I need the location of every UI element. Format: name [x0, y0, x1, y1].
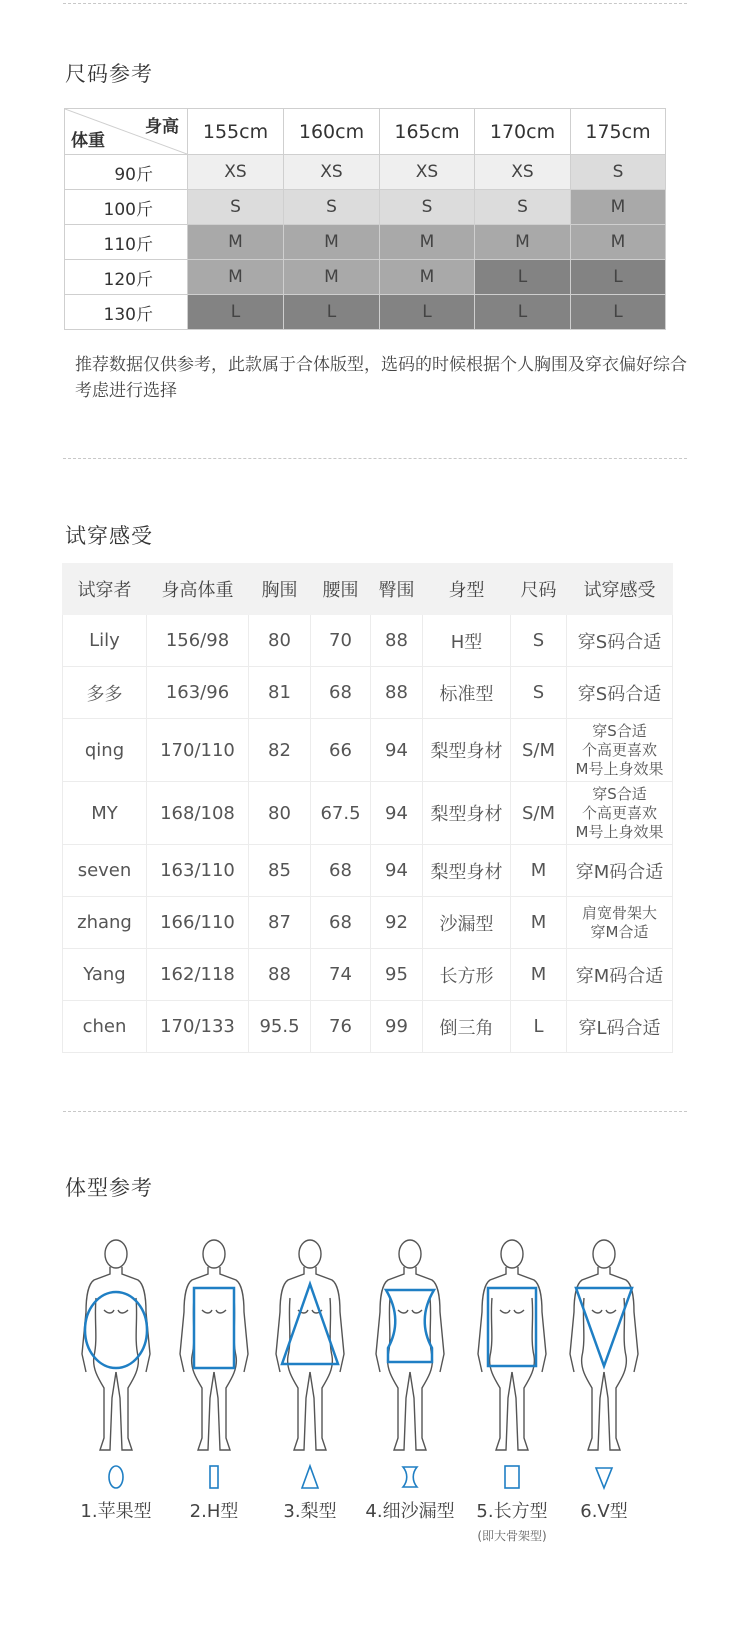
table-row [63, 667, 673, 719]
tall-rectangle-icon [194, 1462, 234, 1492]
table-cell: zhang [63, 897, 147, 949]
table-cell: 80 [249, 782, 311, 845]
table-cell: 94 [371, 719, 423, 782]
table-cell: L [511, 1001, 567, 1053]
height-axis-label: 身高 [145, 117, 179, 137]
table-cell: MY [63, 782, 147, 845]
weight-axis-label: 体重 [71, 131, 105, 151]
table-cell: 94 [371, 845, 423, 897]
body-figure [258, 1238, 362, 1458]
size-cell: XS [380, 155, 475, 190]
table-cell: 156/98 [147, 615, 249, 667]
table-cell: 穿S合适 个高更喜欢 M号上身效果 [567, 782, 673, 845]
table-cell: 170/133 [147, 1001, 249, 1053]
table-cell: 163/110 [147, 845, 249, 897]
weight-label: 90斤 [65, 155, 188, 190]
try-on-title: 试穿感受 [65, 524, 153, 548]
weight-label: 120斤 [65, 260, 188, 295]
divider [63, 458, 687, 459]
table-row [65, 190, 666, 225]
body-type-label: 1.苹果型 [80, 1501, 152, 1522]
table-cell: H型 [423, 615, 511, 667]
hourglass-icon [390, 1462, 430, 1492]
table-cell: 穿S码合适 [567, 615, 673, 667]
height-header: 160cm [284, 109, 380, 155]
table-cell: 多多 [63, 667, 147, 719]
table-row [63, 845, 673, 897]
table-cell: 梨型身材 [423, 845, 511, 897]
table-cell: M [511, 949, 567, 1001]
table-cell: 穿S码合适 [567, 667, 673, 719]
table-cell: M [511, 897, 567, 949]
body-figure [64, 1238, 168, 1458]
divider [63, 3, 687, 4]
size-cell: M [284, 260, 380, 295]
size-cell: L [571, 260, 666, 295]
table-cell: 88 [371, 615, 423, 667]
table-cell: Yang [63, 949, 147, 1001]
table-cell: 88 [371, 667, 423, 719]
body-type-label: 5.长方型 [476, 1501, 548, 1522]
table-cell: 穿M码合适 [567, 949, 673, 1001]
column-header: 试穿感受 [567, 564, 673, 615]
table-cell: 68 [311, 897, 371, 949]
table-cell: 85 [249, 845, 311, 897]
table-row [63, 897, 673, 949]
table-row [63, 719, 673, 782]
table-row [65, 155, 666, 190]
table-cell: 81 [249, 667, 311, 719]
table-cell: 梨型身材 [423, 719, 511, 782]
divider [63, 1111, 687, 1112]
size-cell: M [475, 225, 571, 260]
size-cell: M [571, 225, 666, 260]
table-cell: chen [63, 1001, 147, 1053]
table-cell: S [511, 615, 567, 667]
table-cell: 肩宽骨架大 穿M合适 [567, 897, 673, 949]
table-row [63, 1001, 673, 1053]
size-chart-table [64, 108, 666, 330]
size-cell: XS [188, 155, 284, 190]
table-cell: 68 [311, 845, 371, 897]
weight-label: 110斤 [65, 225, 188, 260]
column-header: 腰围 [311, 564, 371, 615]
size-cell: M [188, 260, 284, 295]
column-header: 尺码 [511, 564, 567, 615]
table-cell: 穿M码合适 [567, 845, 673, 897]
height-header: 170cm [475, 109, 571, 155]
table-row [63, 949, 673, 1001]
size-cell: M [380, 225, 475, 260]
body-type-label: 2.H型 [189, 1501, 239, 1522]
ellipse-icon [96, 1462, 136, 1492]
table-cell: S/M [511, 719, 567, 782]
size-cell: S [475, 190, 571, 225]
size-cell: S [571, 155, 666, 190]
body-figure [460, 1238, 564, 1458]
column-header: 身型 [423, 564, 511, 615]
size-cell: M [188, 225, 284, 260]
height-header: 175cm [571, 109, 666, 155]
table-cell: 沙漏型 [423, 897, 511, 949]
table-cell: 68 [311, 667, 371, 719]
table-cell: 66 [311, 719, 371, 782]
size-cell: M [380, 260, 475, 295]
size-cell: XS [284, 155, 380, 190]
table-cell: 长方形 [423, 949, 511, 1001]
size-note: 推荐数据仅供参考，此款属于合体版型，选码的时候根据个人胸围及穿衣偏好综合考虑进行选择 [75, 355, 687, 401]
table-cell: 穿L码合适 [567, 1001, 673, 1053]
triangle-icon [290, 1462, 330, 1492]
body-type-label: 4.细沙漏型 [365, 1501, 455, 1522]
body-figure [162, 1238, 266, 1458]
weight-label: 100斤 [65, 190, 188, 225]
height-header: 155cm [188, 109, 284, 155]
column-header: 臀围 [371, 564, 423, 615]
inverted-triangle-icon [584, 1462, 624, 1492]
size-cell: L [475, 260, 571, 295]
table-cell: 162/118 [147, 949, 249, 1001]
table-cell: 88 [249, 949, 311, 1001]
table-cell: 87 [249, 897, 311, 949]
table-cell: 168/108 [147, 782, 249, 845]
table-cell: 99 [371, 1001, 423, 1053]
size-cell: M [571, 190, 666, 225]
table-cell: 76 [311, 1001, 371, 1053]
size-cell: L [188, 295, 284, 330]
size-cell: L [475, 295, 571, 330]
table-cell: 标准型 [423, 667, 511, 719]
table-cell: 94 [371, 782, 423, 845]
body-figure [358, 1238, 462, 1458]
body-type-label: 6.V型 [580, 1501, 628, 1522]
table-cell: 穿S合适 个高更喜欢 M号上身效果 [567, 719, 673, 782]
rectangle-icon [492, 1462, 532, 1492]
table-cell: 70 [311, 615, 371, 667]
table-cell: 92 [371, 897, 423, 949]
height-header: 165cm [380, 109, 475, 155]
size-cell: XS [475, 155, 571, 190]
table-cell: 82 [249, 719, 311, 782]
body-type-figures [62, 1238, 686, 1458]
size-cell: S [188, 190, 284, 225]
table-cell: M [511, 845, 567, 897]
table-cell: 67.5 [311, 782, 371, 845]
table-cell: 倒三角 [423, 1001, 511, 1053]
size-cell: M [284, 225, 380, 260]
table-cell: 170/110 [147, 719, 249, 782]
size-cell: L [571, 295, 666, 330]
weight-label: 130斤 [65, 295, 188, 330]
table-cell: S [511, 667, 567, 719]
body-figure [552, 1238, 656, 1458]
table-row [65, 260, 666, 295]
column-header: 身高体重 [147, 564, 249, 615]
table-cell: 梨型身材 [423, 782, 511, 845]
size-cell: S [380, 190, 475, 225]
body-types-title: 体型参考 [65, 1176, 153, 1200]
size-cell: L [380, 295, 475, 330]
table-cell: qing [63, 719, 147, 782]
column-header: 胸围 [249, 564, 311, 615]
size-cell: L [284, 295, 380, 330]
table-row [63, 615, 673, 667]
table-row [65, 225, 666, 260]
table-cell: S/M [511, 782, 567, 845]
table-cell: 95 [371, 949, 423, 1001]
table-cell: seven [63, 845, 147, 897]
column-header: 试穿者 [63, 564, 147, 615]
body-type-sublabel: (即大骨架型) [477, 1529, 547, 1543]
table-cell: 95.5 [249, 1001, 311, 1053]
table-row [63, 782, 673, 845]
table-cell: 80 [249, 615, 311, 667]
try-on-table [62, 563, 673, 1053]
table-cell: 74 [311, 949, 371, 1001]
table-cell: 166/110 [147, 897, 249, 949]
body-type-label: 3.梨型 [283, 1501, 337, 1522]
table-cell: Lily [63, 615, 147, 667]
table-corner-cell [65, 109, 187, 154]
size-reference-title: 尺码参考 [65, 62, 153, 86]
table-cell: 163/96 [147, 667, 249, 719]
size-cell: S [284, 190, 380, 225]
table-row [65, 295, 666, 330]
